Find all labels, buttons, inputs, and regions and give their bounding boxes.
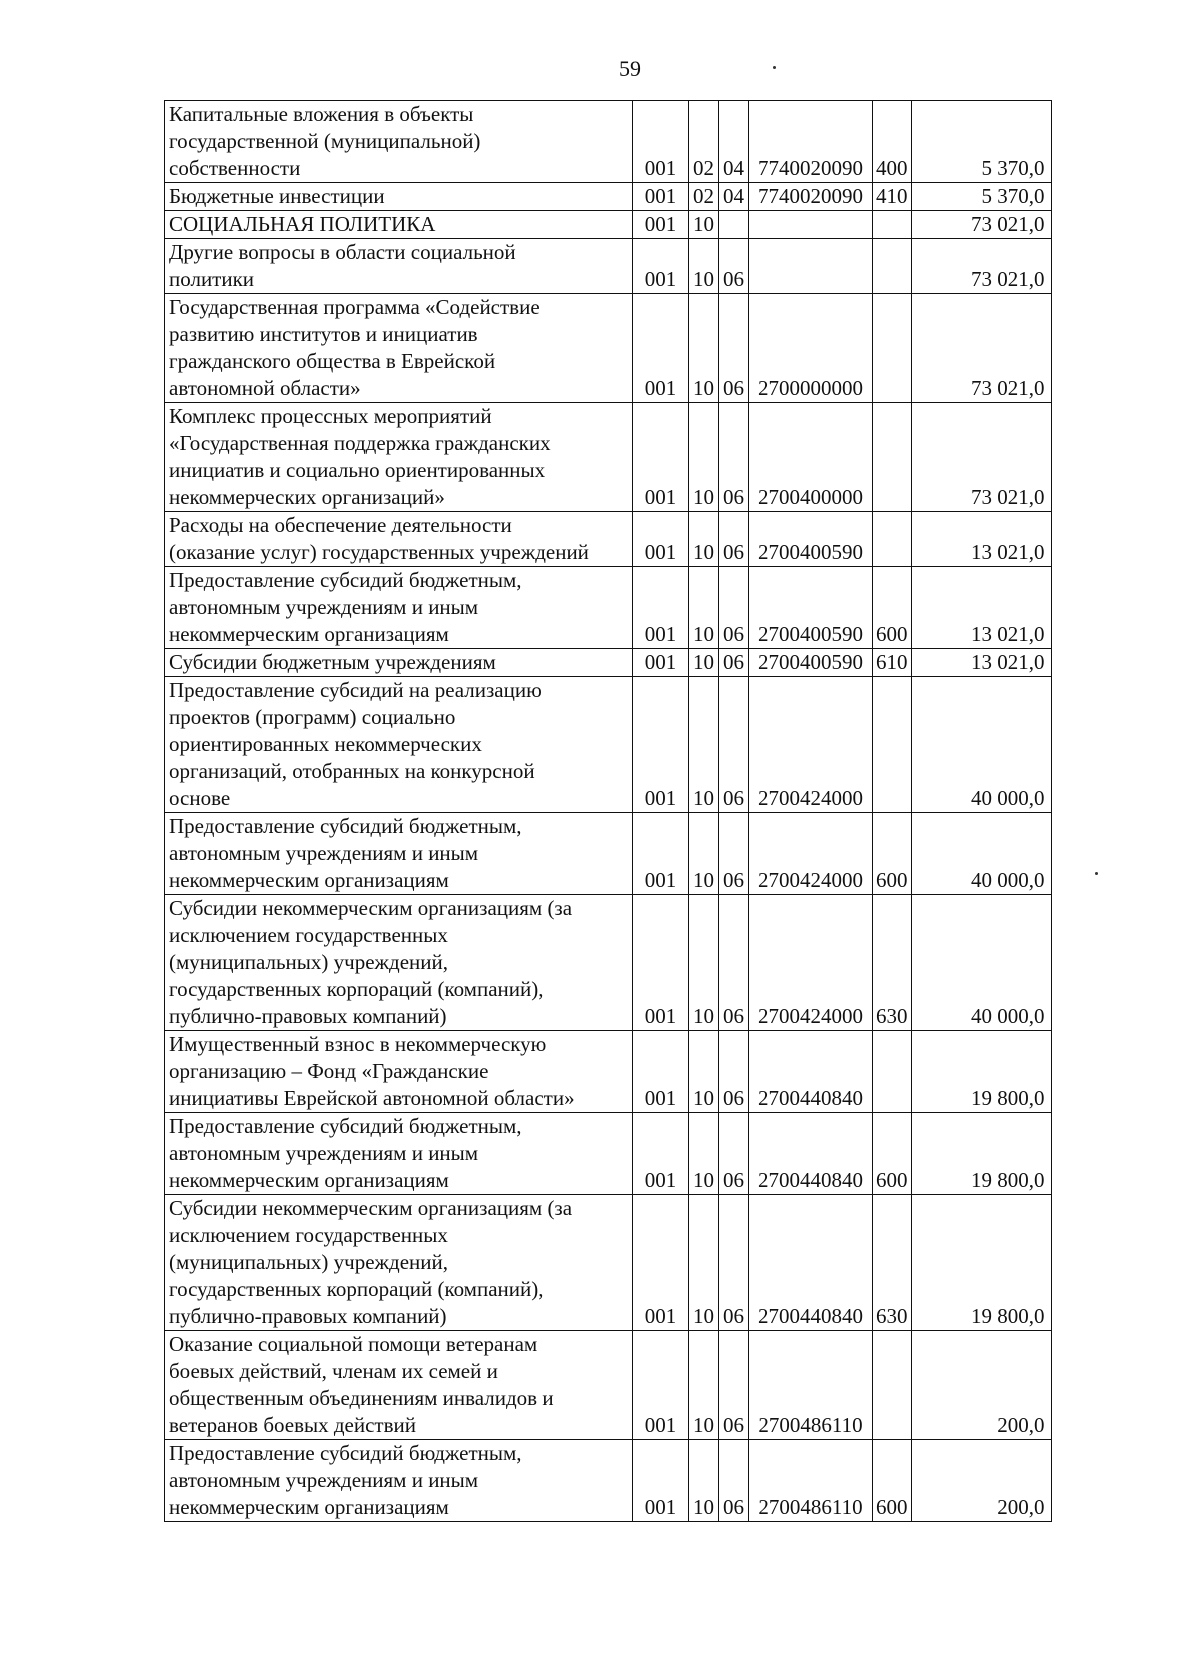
target-article-cell: 2700486110 <box>749 1440 873 1522</box>
row-name-cell: Имущественный взнос в некоммерческую организацию – Фонд «Гражданские инициативы Еврейской автономной области» <box>165 1031 633 1113</box>
row-name-cell: СОЦИАЛЬНАЯ ПОЛИТИКА <box>165 211 633 239</box>
subsection-code-cell: 06 <box>719 649 749 677</box>
subsection-code-cell: 06 <box>719 813 749 895</box>
amount-cell: 200,0 <box>911 1331 1051 1440</box>
grbs-code-cell: 001 <box>633 512 689 567</box>
amount-cell: 13 021,0 <box>911 567 1051 649</box>
section-code-cell: 10 <box>689 294 719 403</box>
subsection-code-cell: 06 <box>719 1113 749 1195</box>
row-name-cell: Бюджетные инвестиции <box>165 183 633 211</box>
section-code-cell: 10 <box>689 239 719 294</box>
subsection-code-cell: 06 <box>719 1195 749 1331</box>
subsection-code-cell: 06 <box>719 239 749 294</box>
grbs-code-cell: 001 <box>633 567 689 649</box>
expense-type-cell: 400 <box>873 101 912 183</box>
expense-type-cell <box>873 1031 912 1113</box>
row-name-cell: Субсидии бюджетным учреждениям <box>165 649 633 677</box>
section-code-cell: 10 <box>689 1031 719 1113</box>
table-row <box>165 813 1052 895</box>
target-article-cell: 2700400590 <box>749 512 873 567</box>
row-name-cell: Субсидии некоммерческим организациям (за исключением государственных (муниципальных) учреждений, государственных корпораций (компаний), публично-правовых компаний) <box>165 895 633 1031</box>
target-article-cell: 2700440840 <box>749 1031 873 1113</box>
table-row <box>165 1113 1052 1195</box>
row-name-cell: Субсидии некоммерческим организациям (за исключением государственных (муниципальных) учреждений, государственных корпораций (компаний), публично-правовых компаний) <box>165 1195 633 1331</box>
grbs-code-cell: 001 <box>633 677 689 813</box>
expense-type-cell <box>873 239 912 294</box>
amount-cell: 73 021,0 <box>911 403 1051 512</box>
row-name-cell: Оказание социальной помощи ветеранам боевых действий, членам их семей и общественным объединениям инвалидов и ветеранов боевых действий <box>165 1331 633 1440</box>
subsection-code-cell: 06 <box>719 403 749 512</box>
expense-type-cell: 600 <box>873 813 912 895</box>
grbs-code-cell: 001 <box>633 294 689 403</box>
budget-table-body <box>165 101 1052 1522</box>
target-article-cell: 2700400590 <box>749 567 873 649</box>
amount-cell: 73 021,0 <box>911 294 1051 403</box>
row-name-cell: Другие вопросы в области социальной политики <box>165 239 633 294</box>
subsection-code-cell: 04 <box>719 183 749 211</box>
amount-cell: 5 370,0 <box>911 183 1051 211</box>
amount-cell: 19 800,0 <box>911 1031 1051 1113</box>
row-name-cell: Комплекс процессных мероприятий «Государственная поддержка гражданских инициатив и социально ориентированных некоммерческих организаций» <box>165 403 633 512</box>
section-code-cell: 10 <box>689 512 719 567</box>
subsection-code-cell: 06 <box>719 895 749 1031</box>
target-article-cell: 7740020090 <box>749 101 873 183</box>
table-row <box>165 183 1052 211</box>
grbs-code-cell: 001 <box>633 239 689 294</box>
table-row <box>165 294 1052 403</box>
section-code-cell: 10 <box>689 567 719 649</box>
grbs-code-cell: 001 <box>633 1195 689 1331</box>
table-row <box>165 403 1052 512</box>
grbs-code-cell: 001 <box>633 895 689 1031</box>
expense-type-cell <box>873 403 912 512</box>
grbs-code-cell: 001 <box>633 403 689 512</box>
amount-cell: 40 000,0 <box>911 813 1051 895</box>
grbs-code-cell: 001 <box>633 183 689 211</box>
grbs-code-cell: 001 <box>633 101 689 183</box>
row-name-cell: Государственная программа «Содействие развитию институтов и инициатив гражданского общества в Еврейской автономной области» <box>165 294 633 403</box>
expense-type-cell: 630 <box>873 1195 912 1331</box>
grbs-code-cell: 001 <box>633 1440 689 1522</box>
row-name-cell: Расходы на обеспечение деятельности (оказание услуг) государственных учреждений <box>165 512 633 567</box>
amount-cell: 13 021,0 <box>911 512 1051 567</box>
subsection-code-cell: 06 <box>719 567 749 649</box>
grbs-code-cell: 001 <box>633 1331 689 1440</box>
subsection-code-cell <box>719 211 749 239</box>
target-article-cell: 2700400000 <box>749 403 873 512</box>
amount-cell: 5 370,0 <box>911 101 1051 183</box>
section-code-cell: 10 <box>689 211 719 239</box>
row-name-cell: Предоставление субсидий бюджетным, автономным учреждениям и иным некоммерческим организациям <box>165 1440 633 1522</box>
expense-type-cell: 410 <box>873 183 912 211</box>
amount-cell: 40 000,0 <box>911 895 1051 1031</box>
subsection-code-cell: 06 <box>719 294 749 403</box>
section-code-cell: 10 <box>689 677 719 813</box>
table-row <box>165 1031 1052 1113</box>
amount-cell: 73 021,0 <box>911 239 1051 294</box>
section-code-cell: 10 <box>689 1331 719 1440</box>
scan-speck <box>1095 872 1098 875</box>
table-row <box>165 101 1052 183</box>
subsection-code-cell: 06 <box>719 1331 749 1440</box>
subsection-code-cell: 06 <box>719 1031 749 1113</box>
section-code-cell: 10 <box>689 1195 719 1331</box>
amount-cell: 73 021,0 <box>911 211 1051 239</box>
section-code-cell: 02 <box>689 101 719 183</box>
amount-cell: 19 800,0 <box>911 1113 1051 1195</box>
expense-type-cell: 600 <box>873 1113 912 1195</box>
subsection-code-cell: 06 <box>719 677 749 813</box>
grbs-code-cell: 001 <box>633 813 689 895</box>
target-article-cell: 2700400590 <box>749 649 873 677</box>
section-code-cell: 10 <box>689 895 719 1031</box>
section-code-cell: 10 <box>689 813 719 895</box>
table-row <box>165 567 1052 649</box>
target-article-cell: 2700424000 <box>749 895 873 1031</box>
table-row <box>165 649 1052 677</box>
table-row <box>165 677 1052 813</box>
expense-type-cell <box>873 512 912 567</box>
table-row <box>165 1440 1052 1522</box>
expense-type-cell <box>873 211 912 239</box>
page-number: 59 <box>619 56 641 81</box>
row-name-cell: Предоставление субсидий бюджетным, автономным учреждениям и иным некоммерческим организациям <box>165 1113 633 1195</box>
expense-type-cell <box>873 294 912 403</box>
expense-type-cell: 600 <box>873 567 912 649</box>
table-row <box>165 895 1052 1031</box>
target-article-cell: 2700424000 <box>749 813 873 895</box>
table-row <box>165 1331 1052 1440</box>
target-article-cell: 2700000000 <box>749 294 873 403</box>
row-name-cell: Предоставление субсидий бюджетным, автономным учреждениям и иным некоммерческим организациям <box>165 813 633 895</box>
table-row <box>165 239 1052 294</box>
subsection-code-cell: 06 <box>719 1440 749 1522</box>
section-code-cell: 10 <box>689 1113 719 1195</box>
row-name-cell: Предоставление субсидий на реализацию проектов (программ) социально ориентированных некоммерческих организаций, отобранных на конкурсной основе <box>165 677 633 813</box>
expense-type-cell: 610 <box>873 649 912 677</box>
grbs-code-cell: 001 <box>633 211 689 239</box>
target-article-cell: 2700440840 <box>749 1195 873 1331</box>
budget-table <box>164 100 1052 1522</box>
section-code-cell: 02 <box>689 183 719 211</box>
amount-cell: 200,0 <box>911 1440 1051 1522</box>
expense-type-cell <box>873 1331 912 1440</box>
section-code-cell: 10 <box>689 1440 719 1522</box>
amount-cell: 19 800,0 <box>911 1195 1051 1331</box>
row-name-cell: Капитальные вложения в объекты государственной (муниципальной) собственности <box>165 101 633 183</box>
expense-type-cell: 600 <box>873 1440 912 1522</box>
amount-cell: 40 000,0 <box>911 677 1051 813</box>
expense-type-cell <box>873 677 912 813</box>
target-article-cell: 2700424000 <box>749 677 873 813</box>
subsection-code-cell: 04 <box>719 101 749 183</box>
grbs-code-cell: 001 <box>633 1031 689 1113</box>
target-article-cell: 2700486110 <box>749 1331 873 1440</box>
expense-type-cell: 630 <box>873 895 912 1031</box>
table-row <box>165 512 1052 567</box>
section-code-cell: 10 <box>689 403 719 512</box>
grbs-code-cell: 001 <box>633 1113 689 1195</box>
table-row <box>165 211 1052 239</box>
target-article-cell: 2700440840 <box>749 1113 873 1195</box>
scan-speck <box>773 66 776 69</box>
grbs-code-cell: 001 <box>633 649 689 677</box>
target-article-cell <box>749 239 873 294</box>
subsection-code-cell: 06 <box>719 512 749 567</box>
section-code-cell: 10 <box>689 649 719 677</box>
table-row <box>165 1195 1052 1331</box>
target-article-cell: 7740020090 <box>749 183 873 211</box>
row-name-cell: Предоставление субсидий бюджетным, автономным учреждениям и иным некоммерческим организациям <box>165 567 633 649</box>
target-article-cell <box>749 211 873 239</box>
amount-cell: 13 021,0 <box>911 649 1051 677</box>
